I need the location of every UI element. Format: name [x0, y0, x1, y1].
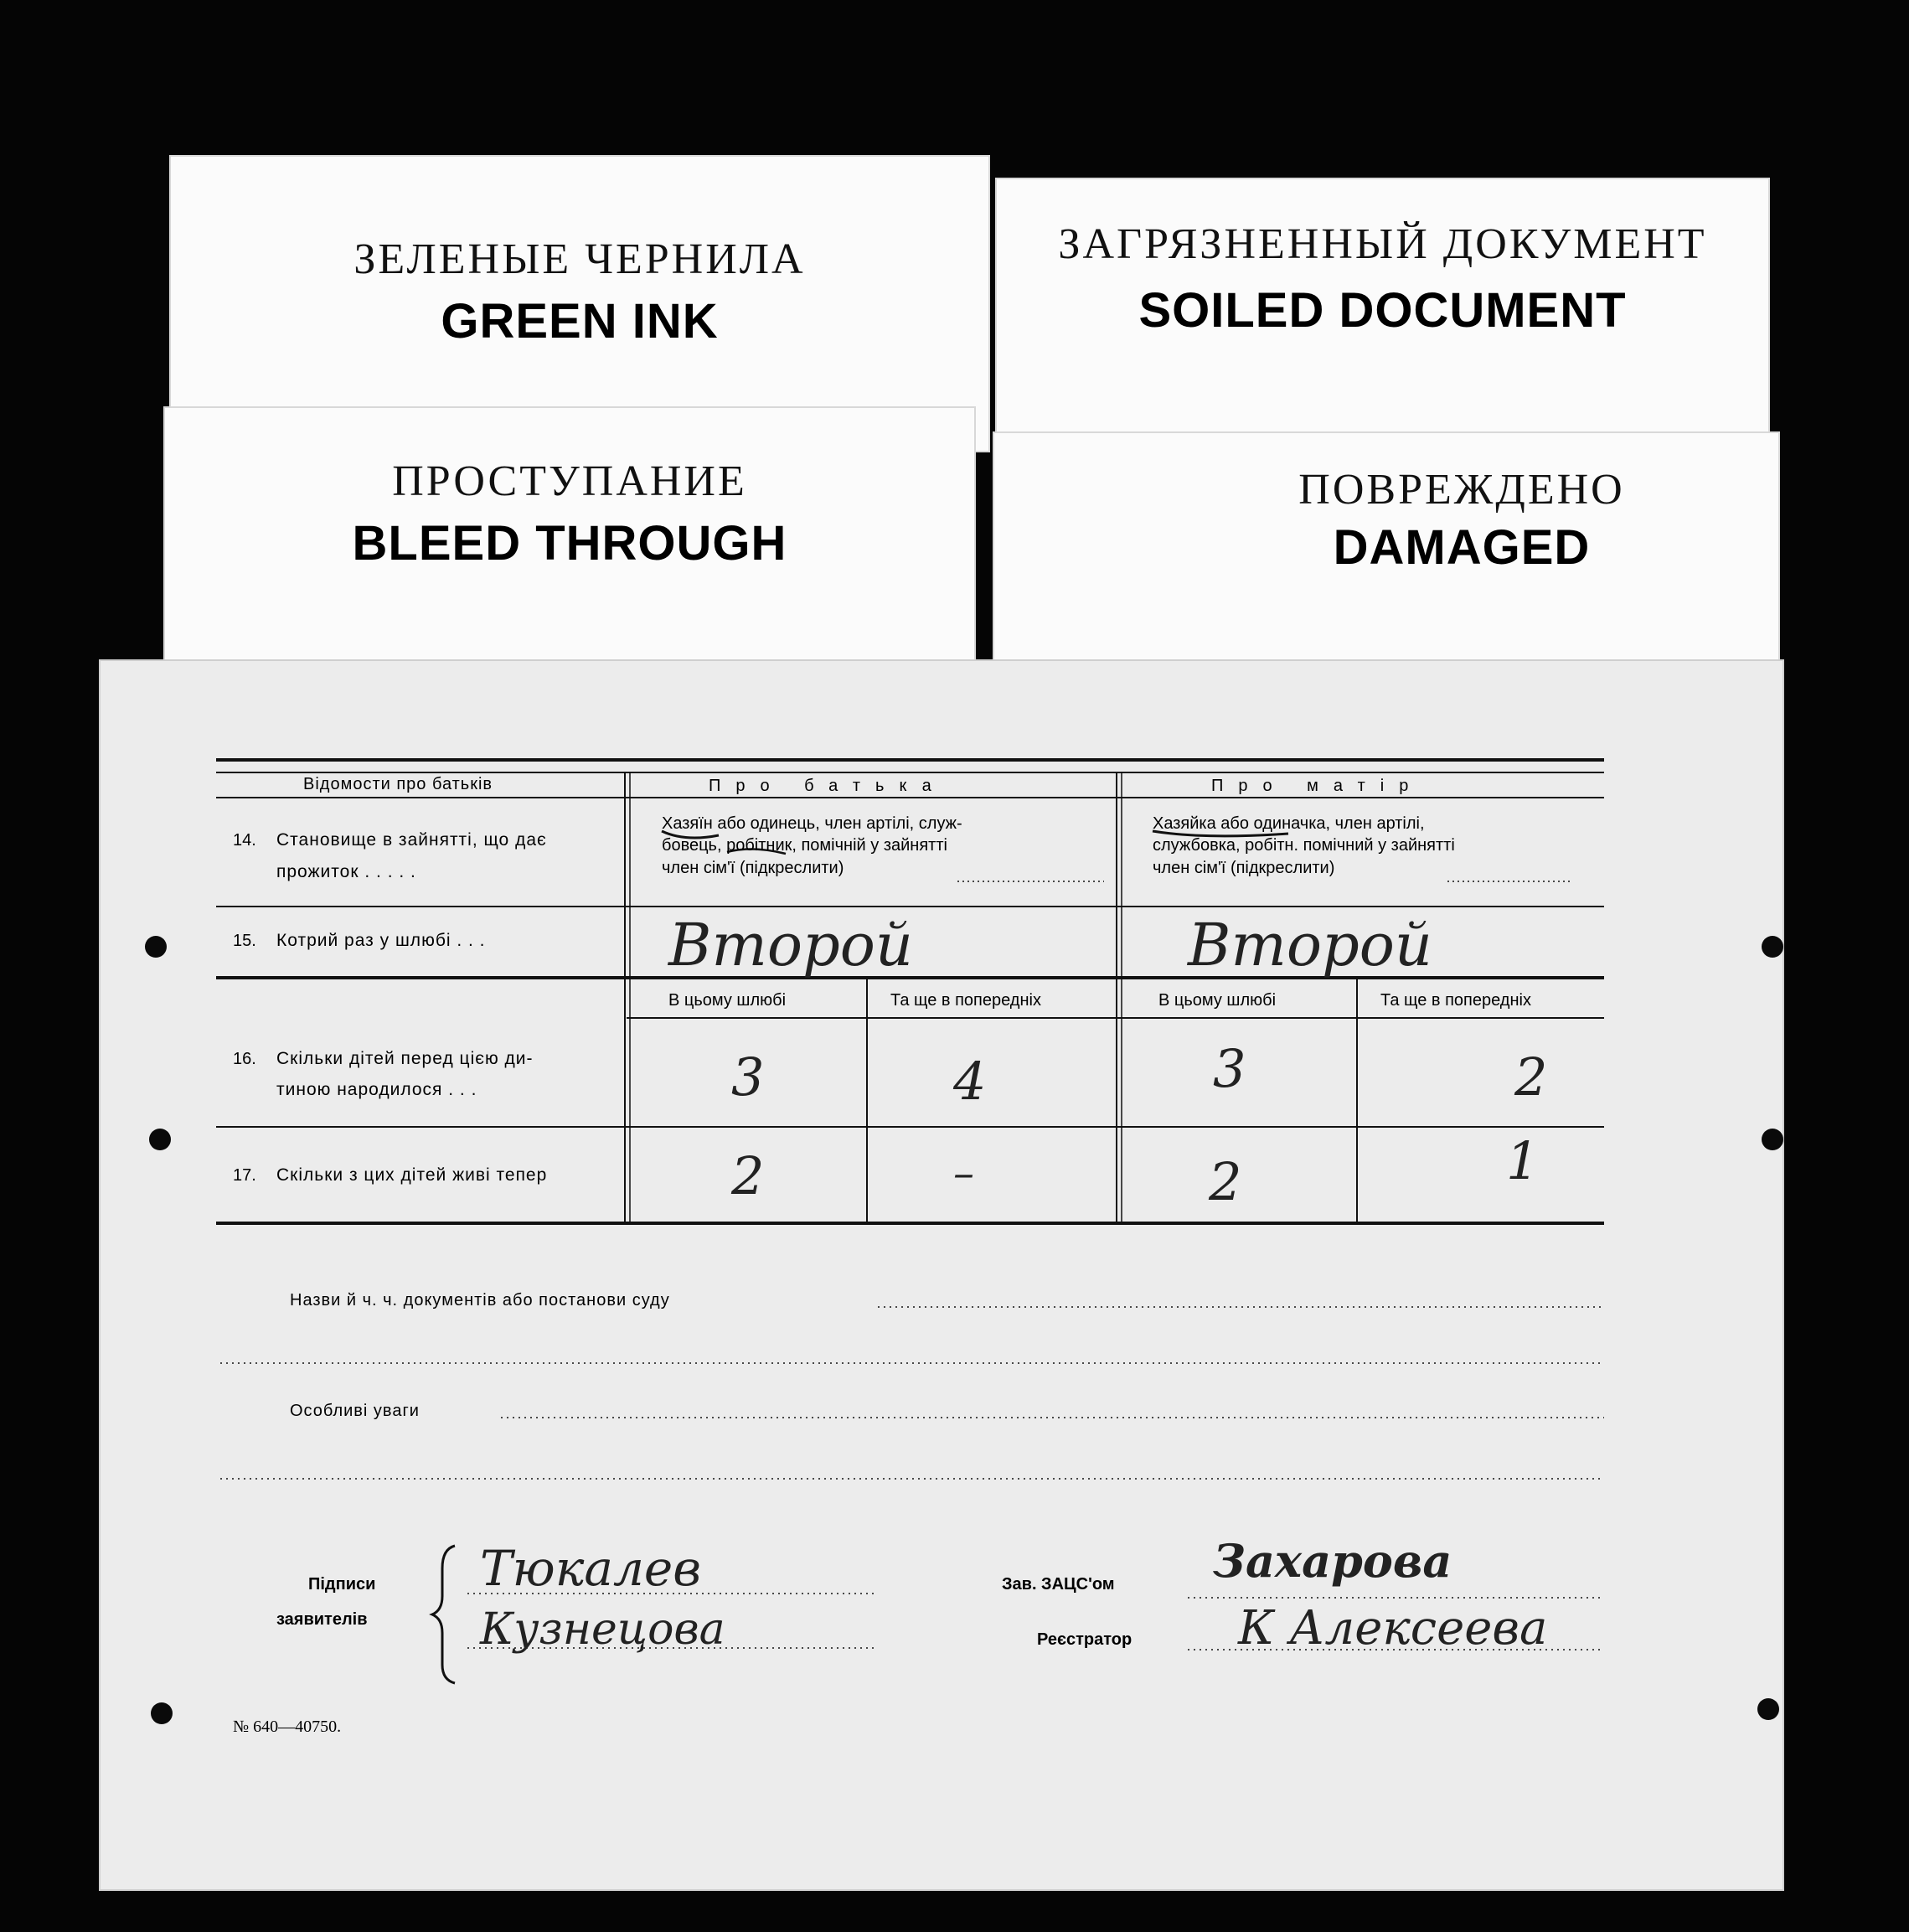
damaged-ru: ПОВРЕЖДЕНО: [1298, 466, 1625, 514]
row14-mother-line2: службовка, робітн. помічний у зайнятті: [1153, 836, 1455, 855]
documents-label: Назви й ч. ч. документів або постанови суду: [290, 1291, 670, 1310]
soiled-en: SOILED DOCUMENT: [1138, 283, 1627, 338]
row15-father-handwritten: Второй: [668, 911, 913, 979]
punch-hole: [1762, 1129, 1783, 1150]
row17-label: Скільки з цих дітей живі тепер: [276, 1165, 548, 1185]
bleed-through-card: [163, 406, 976, 683]
green-ink-en: GREEN INK: [441, 294, 719, 349]
row16-mother-this: 3: [1213, 1038, 1246, 1099]
green-ink-ru: ЗЕЛЕНЫЕ ЧЕРНИЛА: [353, 235, 806, 283]
registry-form-sheet: [99, 659, 1784, 1891]
subheader-mother-previous: Та ще в попередніх: [1380, 991, 1531, 1010]
row14-father-line3: член сім'ї (підкреслити): [662, 859, 844, 877]
print-number: № 640—40750.: [233, 1718, 342, 1736]
applicant-signature-2: Кузнецова: [480, 1604, 725, 1655]
form-table: [99, 659, 1784, 1891]
row17-mother-previous: 1: [1506, 1130, 1540, 1191]
row14-number: 14.: [233, 831, 256, 850]
damaged-en: DAMAGED: [1333, 520, 1591, 575]
signature-brace: [432, 1546, 455, 1683]
header-col-father: Про батька: [709, 777, 947, 795]
punch-hole: [1762, 936, 1783, 958]
head-zags-label: Зав. ЗАЦС'ом: [1002, 1575, 1115, 1594]
punch-hole: [151, 1702, 173, 1724]
row17-father-this: 2: [731, 1145, 765, 1206]
row14-mother-line1: Хазяйка або одиначка, член артілі,: [1153, 814, 1425, 833]
registrar-label: Реєстратор: [1037, 1630, 1133, 1649]
row16-label-line2: тиною народилося . . .: [276, 1080, 477, 1099]
row17-number: 17.: [233, 1166, 256, 1185]
damaged-card: [993, 431, 1780, 683]
row16-number: 16.: [233, 1050, 256, 1068]
punch-hole: [149, 1129, 171, 1150]
row16-father-this: 3: [731, 1046, 765, 1108]
subheader-father-this: В цьому шлюбі: [668, 991, 787, 1010]
header-col-mother: Про матір: [1211, 777, 1424, 795]
header-col-parents: Відомости про батьків: [303, 775, 493, 793]
signatures-label-line2: заявителів: [276, 1610, 368, 1629]
soiled-ru: ЗАГРЯЗНЕННЫЙ ДОКУМЕНТ: [1058, 220, 1707, 268]
punch-hole: [145, 936, 167, 958]
row16-label-line1: Скільки дітей перед цією ди-: [276, 1049, 534, 1068]
bleed-ru: ПРОСТУПАНИЕ: [392, 457, 747, 505]
subheader-mother-this: В цьому шлюбі: [1158, 991, 1277, 1010]
signatures-label-line1: Підписи: [308, 1575, 376, 1594]
row15-label: Котрий раз у шлюбі . . .: [276, 931, 486, 950]
remarks-label: Особливі уваги: [290, 1402, 420, 1420]
subheader-father-previous: Та ще в попередніх: [890, 991, 1041, 1010]
row15-mother-handwritten: Второй: [1188, 911, 1432, 979]
row15-number: 15.: [233, 932, 256, 950]
row14-label-line1: Становище в зайнятті, що дає: [276, 830, 547, 850]
row17-mother-this: 2: [1209, 1151, 1242, 1212]
row14-father-line2: бовець, робітник, помічній у зайнятті: [662, 836, 947, 855]
bleed-en: BLEED THROUGH: [352, 516, 787, 571]
punch-hole: [1757, 1698, 1779, 1720]
head-zags-signature: Захарова: [1213, 1534, 1452, 1588]
row14-mother-line3: член сім'ї (підкреслити): [1153, 859, 1335, 877]
soiled-document-card: [995, 178, 1770, 467]
row14-label-line2: прожиток . . . . .: [276, 862, 416, 881]
row16-father-previous: 4: [953, 1051, 987, 1112]
registrar-signature: К Алексеева: [1238, 1601, 1548, 1656]
row16-mother-previous: 2: [1514, 1046, 1548, 1108]
row17-father-previous: –: [953, 1149, 974, 1197]
row14-father-line1: Хазяїн або одинець, член артілі, служ-: [662, 814, 962, 833]
applicant-signature-1: Тюкалев: [480, 1540, 701, 1597]
